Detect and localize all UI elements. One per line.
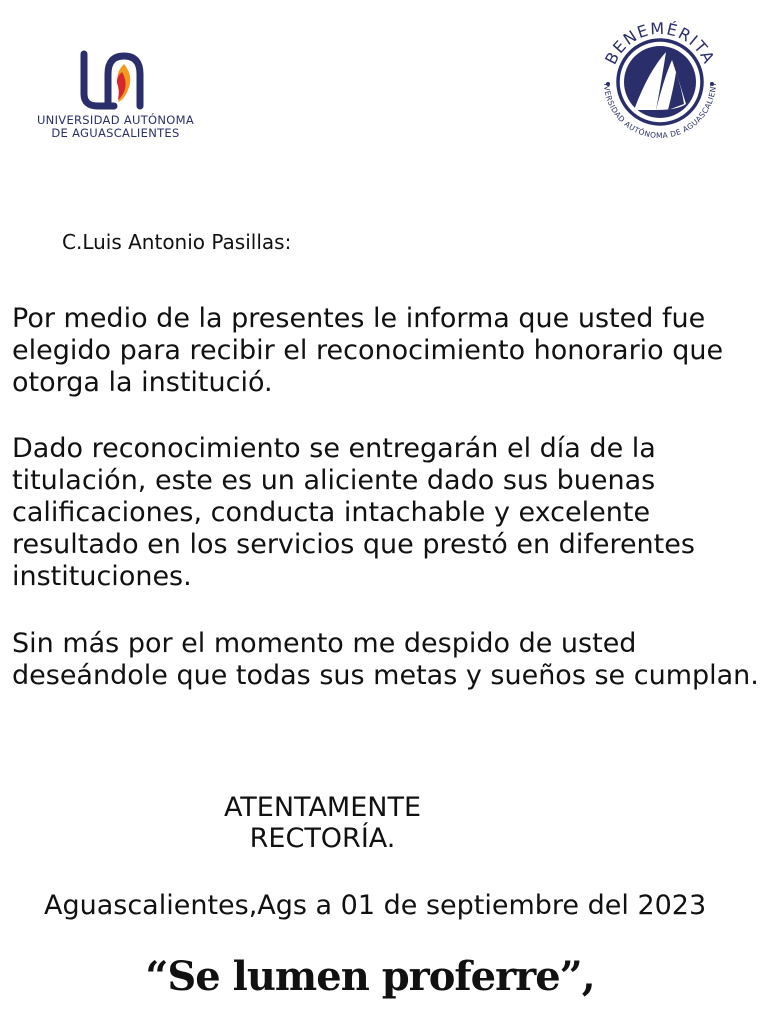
closing-salutation: ATENTAMENTE bbox=[223, 792, 422, 823]
letter-paragraph-1: Por medio de la presentes le informa que usted fue elegido para recibir el reconocimiento honorario que otorga la institució. bbox=[12, 303, 724, 398]
addressee: C.Luis Antonio Pasillas: bbox=[62, 230, 292, 254]
university-name-line2: DE AGUASCALIENTES bbox=[51, 126, 180, 140]
university-name-line1: UNIVERSIDAD AUTÓNOMA bbox=[36, 113, 195, 127]
signature-block bbox=[180, 792, 465, 854]
place-and-date: Aguascalientes,Ags a 01 de septiembre del 2023 bbox=[44, 890, 707, 921]
letter-paragraph-3: Sin más por el momento me despido de usted deseándole que todas sus metas y sueños se cumplan. bbox=[12, 628, 759, 691]
seal-emblem-icon bbox=[590, 12, 730, 152]
uaa-emblem-icon bbox=[78, 50, 148, 110]
benemerita-seal bbox=[590, 12, 730, 152]
university-name bbox=[28, 114, 203, 140]
seal-top-text: BENEMÉRITA bbox=[601, 18, 719, 68]
signatory-office: RECTORÍA. bbox=[249, 823, 396, 854]
university-logo bbox=[28, 48, 203, 148]
institutional-motto: “Se lumen proferre”, bbox=[145, 953, 595, 1000]
seal-bottom-text: IVERSIDAD AUTÓNOMA DE AGUASCALIENT bbox=[602, 81, 719, 141]
letter-paragraph-2: Dado reconocimiento se entregarán el día de la titulación, este es un aliciente dado sus buenas calificaciones, conducta intachable y excelente resultado en los servicios que prestó en diferentes instituciones. bbox=[12, 433, 695, 592]
